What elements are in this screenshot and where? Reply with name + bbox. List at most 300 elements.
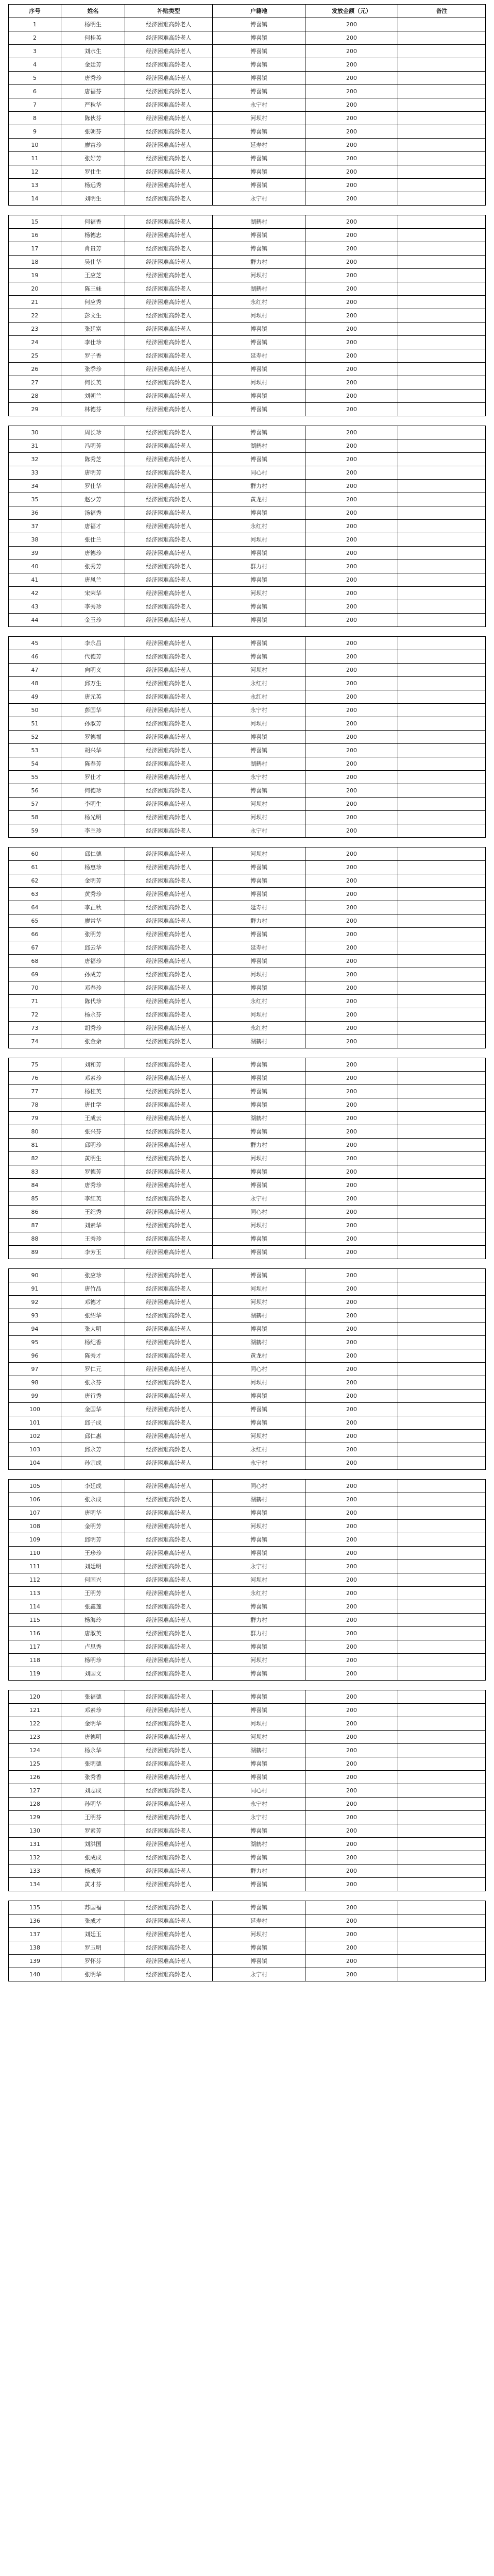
name-cell: 李仕珍 — [61, 336, 125, 349]
residence-cell: 河坝村 — [213, 1928, 305, 1941]
seq-cell: 1 — [9, 18, 61, 31]
seq-cell: 109 — [9, 1533, 61, 1547]
type-cell: 经济困难高龄老人 — [125, 1269, 213, 1282]
amount-cell: 200 — [305, 1219, 398, 1232]
amount-cell: 200 — [305, 1232, 398, 1246]
remark-cell — [398, 731, 486, 744]
remark-cell — [398, 1232, 486, 1246]
table-row — [9, 1493, 486, 1506]
seq-cell: 120 — [9, 1690, 61, 1704]
amount-cell: 200 — [305, 1731, 398, 1744]
residence-cell: 黄龙村 — [213, 493, 305, 506]
remark-cell — [398, 1640, 486, 1654]
seq-cell: 23 — [9, 323, 61, 336]
type-cell: 经济困难高龄老人 — [125, 1296, 213, 1309]
table-row — [9, 1323, 486, 1336]
name-cell: 何国兴 — [61, 1573, 125, 1587]
seq-cell: 107 — [9, 1506, 61, 1520]
residence-cell: 博喜镇 — [213, 573, 305, 587]
table-row — [9, 1955, 486, 1968]
seq-cell: 99 — [9, 1389, 61, 1403]
table-row — [9, 677, 486, 690]
name-cell: 周长珍 — [61, 426, 125, 439]
remark-cell — [398, 1811, 486, 1824]
table-row — [9, 650, 486, 664]
seq-cell: 104 — [9, 1456, 61, 1470]
seq-cell: 125 — [9, 1757, 61, 1771]
type-cell: 经济困难高龄老人 — [125, 811, 213, 824]
residence-cell: 博喜镇 — [213, 58, 305, 72]
remark-cell — [398, 1614, 486, 1627]
type-cell: 经济困难高龄老人 — [125, 614, 213, 627]
name-cell: 杨惠珍 — [61, 861, 125, 874]
type-cell: 经济困难高龄老人 — [125, 771, 213, 784]
name-cell: 苏国福 — [61, 1901, 125, 1914]
amount-cell: 200 — [305, 1928, 398, 1941]
type-cell: 经济困难高龄老人 — [125, 995, 213, 1008]
seq-cell: 3 — [9, 45, 61, 58]
seq-cell: 66 — [9, 928, 61, 941]
remark-cell — [398, 1192, 486, 1206]
type-cell: 经济困难高龄老人 — [125, 466, 213, 480]
amount-cell: 200 — [305, 58, 398, 72]
remark-cell — [398, 1296, 486, 1309]
remark-cell — [398, 1757, 486, 1771]
type-cell: 经济困难高龄老人 — [125, 1717, 213, 1731]
table-row — [9, 573, 486, 587]
amount-cell: 200 — [305, 1192, 398, 1206]
seq-cell: 111 — [9, 1560, 61, 1573]
amount-cell: 200 — [305, 309, 398, 323]
name-cell: 孙明华 — [61, 1798, 125, 1811]
seq-cell: 26 — [9, 363, 61, 376]
amount-cell: 200 — [305, 547, 398, 560]
type-cell: 经济困难高龄老人 — [125, 914, 213, 928]
amount-cell: 200 — [305, 1704, 398, 1717]
table-row — [9, 1269, 486, 1282]
amount-cell: 200 — [305, 466, 398, 480]
remark-cell — [398, 928, 486, 941]
seq-cell: 122 — [9, 1717, 61, 1731]
remark-cell — [398, 614, 486, 627]
residence-cell: 博喜镇 — [213, 1600, 305, 1614]
name-cell: 王明芳 — [61, 1587, 125, 1600]
column-header: 户籍地 — [213, 5, 305, 18]
remark-cell — [398, 1928, 486, 1941]
amount-cell: 200 — [305, 1600, 398, 1614]
type-cell: 经济困难高龄老人 — [125, 1282, 213, 1296]
seq-cell: 97 — [9, 1363, 61, 1376]
residence-cell: 博喜镇 — [213, 72, 305, 85]
amount-cell: 200 — [305, 1627, 398, 1640]
remark-cell — [398, 848, 486, 861]
seq-cell: 93 — [9, 1309, 61, 1323]
type-cell: 经济困难高龄老人 — [125, 1506, 213, 1520]
residence-cell: 博喜镇 — [213, 426, 305, 439]
type-cell: 经济困难高龄老人 — [125, 1112, 213, 1125]
name-cell: 代德芳 — [61, 650, 125, 664]
seq-cell: 16 — [9, 229, 61, 242]
table-row — [9, 426, 486, 439]
amount-cell: 200 — [305, 1443, 398, 1456]
seq-cell: 25 — [9, 349, 61, 363]
name-cell: 张绍华 — [61, 1309, 125, 1323]
name-cell: 张朝芬 — [61, 125, 125, 139]
name-cell: 肖贵芳 — [61, 242, 125, 256]
seq-cell: 62 — [9, 874, 61, 888]
amount-cell: 200 — [305, 1336, 398, 1349]
table-row — [9, 704, 486, 717]
residence-cell: 博喜镇 — [213, 784, 305, 798]
name-cell: 刘志成 — [61, 1784, 125, 1798]
seq-cell: 35 — [9, 493, 61, 506]
residence-cell: 湖鹤村 — [213, 439, 305, 453]
remark-cell — [398, 1323, 486, 1336]
table-row — [9, 533, 486, 547]
remark-cell — [398, 376, 486, 389]
remark-cell — [398, 165, 486, 179]
type-cell: 经济困难高龄老人 — [125, 363, 213, 376]
amount-cell: 200 — [305, 112, 398, 125]
name-cell: 唐淑英 — [61, 1627, 125, 1640]
name-cell: 彭文生 — [61, 309, 125, 323]
seq-cell: 31 — [9, 439, 61, 453]
table-row — [9, 1798, 486, 1811]
residence-cell: 博喜镇 — [213, 1690, 305, 1704]
seq-cell: 24 — [9, 336, 61, 349]
remark-cell — [398, 1376, 486, 1389]
amount-cell: 200 — [305, 744, 398, 757]
residence-cell: 河坝村 — [213, 1376, 305, 1389]
residence-cell: 博喜镇 — [213, 125, 305, 139]
name-cell: 杨成芳 — [61, 1865, 125, 1878]
type-cell: 经济困难高龄老人 — [125, 1349, 213, 1363]
table-row — [9, 72, 486, 85]
table-row — [9, 1757, 486, 1771]
remark-cell — [398, 349, 486, 363]
seq-cell: 46 — [9, 650, 61, 664]
name-cell: 张应珍 — [61, 1269, 125, 1282]
type-cell: 经济困难高龄老人 — [125, 1072, 213, 1085]
table-row — [9, 215, 486, 229]
residence-cell: 博喜镇 — [213, 744, 305, 757]
remark-cell — [398, 1246, 486, 1259]
seq-cell: 59 — [9, 824, 61, 838]
residence-cell: 博喜镇 — [213, 1165, 305, 1179]
table-row — [9, 1112, 486, 1125]
seq-cell: 28 — [9, 389, 61, 403]
table-row — [9, 1914, 486, 1928]
residence-cell: 河坝村 — [213, 1520, 305, 1533]
residence-cell: 河坝村 — [213, 848, 305, 861]
remark-cell — [398, 1112, 486, 1125]
seq-cell: 137 — [9, 1928, 61, 1941]
name-cell: 邓春珍 — [61, 981, 125, 995]
amount-cell: 200 — [305, 215, 398, 229]
remark-cell — [398, 861, 486, 874]
type-cell: 经济困难高龄老人 — [125, 165, 213, 179]
amount-cell: 200 — [305, 1901, 398, 1914]
remark-cell — [398, 811, 486, 824]
seq-cell: 96 — [9, 1349, 61, 1363]
seq-cell: 79 — [9, 1112, 61, 1125]
residence-cell: 博喜镇 — [213, 179, 305, 192]
seq-cell: 21 — [9, 296, 61, 309]
residence-cell: 博喜镇 — [213, 1269, 305, 1282]
table-row — [9, 229, 486, 242]
seq-cell: 13 — [9, 179, 61, 192]
remark-cell — [398, 1072, 486, 1085]
seq-cell: 29 — [9, 403, 61, 416]
seq-cell: 36 — [9, 506, 61, 520]
type-cell: 经济困难高龄老人 — [125, 560, 213, 573]
table-row — [9, 1690, 486, 1704]
table-row — [9, 798, 486, 811]
type-cell: 经济困难高龄老人 — [125, 1914, 213, 1928]
table-row — [9, 874, 486, 888]
amount-cell: 200 — [305, 1690, 398, 1704]
amount-cell: 200 — [305, 771, 398, 784]
table-row — [9, 1035, 486, 1048]
type-cell: 经济困难高龄老人 — [125, 493, 213, 506]
amount-cell: 200 — [305, 1533, 398, 1547]
type-cell: 经济困难高龄老人 — [125, 1416, 213, 1430]
name-cell: 唐行秀 — [61, 1389, 125, 1403]
table-row — [9, 18, 486, 31]
remark-cell — [398, 757, 486, 771]
amount-cell: 200 — [305, 256, 398, 269]
residence-cell: 博喜镇 — [213, 403, 305, 416]
remark-cell — [398, 587, 486, 600]
seq-cell: 108 — [9, 1520, 61, 1533]
amount-cell: 200 — [305, 1125, 398, 1139]
type-cell: 经济困难高龄老人 — [125, 336, 213, 349]
remark-cell — [398, 45, 486, 58]
residence-cell: 黄龙村 — [213, 1349, 305, 1363]
name-cell: 唐明芳 — [61, 466, 125, 480]
residence-cell: 延寿村 — [213, 1914, 305, 1928]
table-row — [9, 784, 486, 798]
amount-cell: 200 — [305, 1520, 398, 1533]
column-header: 补贴类型 — [125, 5, 213, 18]
residence-cell: 博喜镇 — [213, 1533, 305, 1547]
seq-cell: 113 — [9, 1587, 61, 1600]
residence-cell: 河坝村 — [213, 1654, 305, 1667]
type-cell: 经济困难高龄老人 — [125, 1008, 213, 1022]
table-row — [9, 45, 486, 58]
amount-cell: 200 — [305, 376, 398, 389]
amount-cell: 200 — [305, 798, 398, 811]
name-cell: 李正秋 — [61, 901, 125, 914]
seq-cell: 84 — [9, 1179, 61, 1192]
type-cell: 经济困难高龄老人 — [125, 349, 213, 363]
amount-cell: 200 — [305, 506, 398, 520]
name-cell: 杨明生 — [61, 18, 125, 31]
table-row — [9, 1573, 486, 1587]
seq-cell: 15 — [9, 215, 61, 229]
amount-cell: 200 — [305, 1717, 398, 1731]
table-row — [9, 282, 486, 296]
amount-cell: 200 — [305, 1955, 398, 1968]
residence-cell: 博喜镇 — [213, 1955, 305, 1968]
type-cell: 经济困难高龄老人 — [125, 677, 213, 690]
type-cell: 经济困难高龄老人 — [125, 1480, 213, 1493]
residence-cell: 永宁村 — [213, 1456, 305, 1470]
seq-cell: 88 — [9, 1232, 61, 1246]
type-cell: 经济困难高龄老人 — [125, 1654, 213, 1667]
name-cell: 陈代珍 — [61, 995, 125, 1008]
seq-cell: 14 — [9, 192, 61, 206]
type-cell: 经济困难高龄老人 — [125, 506, 213, 520]
residence-cell: 河坝村 — [213, 664, 305, 677]
table-row — [9, 1430, 486, 1443]
residence-cell: 博喜镇 — [213, 18, 305, 31]
residence-cell: 博喜镇 — [213, 1640, 305, 1654]
residence-cell: 湖鹤村 — [213, 1744, 305, 1757]
seq-cell: 131 — [9, 1838, 61, 1851]
seq-cell: 119 — [9, 1667, 61, 1681]
name-cell: 李廷成 — [61, 1480, 125, 1493]
residence-cell: 博喜镇 — [213, 242, 305, 256]
name-cell: 杨永芬 — [61, 1008, 125, 1022]
name-cell: 李芳玉 — [61, 1246, 125, 1259]
name-cell: 罗德芳 — [61, 1165, 125, 1179]
table-row — [9, 520, 486, 533]
residence-cell: 博喜镇 — [213, 336, 305, 349]
table-row — [9, 861, 486, 874]
residence-cell: 河坝村 — [213, 533, 305, 547]
amount-cell: 200 — [305, 1573, 398, 1587]
residence-cell: 永红村 — [213, 520, 305, 533]
seq-cell: 87 — [9, 1219, 61, 1232]
remark-cell — [398, 296, 486, 309]
type-cell: 经济困难高龄老人 — [125, 439, 213, 453]
residence-cell: 同心村 — [213, 466, 305, 480]
amount-cell: 200 — [305, 1008, 398, 1022]
amount-cell: 200 — [305, 824, 398, 838]
name-cell: 王成云 — [61, 1112, 125, 1125]
amount-cell: 200 — [305, 1058, 398, 1072]
type-cell: 经济困难高龄老人 — [125, 955, 213, 968]
name-cell: 张明华 — [61, 1968, 125, 1981]
seq-cell: 94 — [9, 1323, 61, 1336]
amount-cell: 200 — [305, 1914, 398, 1928]
table-row — [9, 480, 486, 493]
remark-cell — [398, 1667, 486, 1681]
type-cell: 经济困难高龄老人 — [125, 861, 213, 874]
remark-cell — [398, 690, 486, 704]
amount-cell: 200 — [305, 1152, 398, 1165]
remark-cell — [398, 1058, 486, 1072]
type-cell: 经济困难高龄老人 — [125, 1376, 213, 1389]
name-cell: 罗仕华 — [61, 480, 125, 493]
table-row — [9, 389, 486, 403]
residence-cell: 延寿村 — [213, 901, 305, 914]
type-cell: 经济困难高龄老人 — [125, 690, 213, 704]
amount-cell: 200 — [305, 1968, 398, 1981]
name-cell: 唐福芬 — [61, 85, 125, 98]
amount-cell: 200 — [305, 363, 398, 376]
roster-table-page-7 — [8, 1268, 486, 1470]
amount-cell: 200 — [305, 1269, 398, 1282]
residence-cell: 河坝村 — [213, 717, 305, 731]
seq-cell: 70 — [9, 981, 61, 995]
remark-cell — [398, 1731, 486, 1744]
type-cell: 经济困难高龄老人 — [125, 139, 213, 152]
table-row — [9, 269, 486, 282]
type-cell: 经济困难高龄老人 — [125, 1614, 213, 1627]
amount-cell: 200 — [305, 757, 398, 771]
type-cell: 经济困难高龄老人 — [125, 533, 213, 547]
remark-cell — [398, 704, 486, 717]
seq-cell: 11 — [9, 152, 61, 165]
type-cell: 经济困难高龄老人 — [125, 704, 213, 717]
remark-cell — [398, 256, 486, 269]
table-row — [9, 1704, 486, 1717]
residence-cell: 博喜镇 — [213, 1323, 305, 1336]
residence-cell: 永宁村 — [213, 1798, 305, 1811]
name-cell: 李兰珍 — [61, 824, 125, 838]
remark-cell — [398, 1480, 486, 1493]
amount-cell: 200 — [305, 717, 398, 731]
residence-cell: 博喜镇 — [213, 1403, 305, 1416]
seq-cell: 136 — [9, 1914, 61, 1928]
amount-cell: 200 — [305, 403, 398, 416]
seq-cell: 92 — [9, 1296, 61, 1309]
table-row — [9, 1811, 486, 1824]
remark-cell — [398, 1416, 486, 1430]
amount-cell: 200 — [305, 1851, 398, 1865]
remark-cell — [398, 1914, 486, 1928]
table-row — [9, 600, 486, 614]
name-cell: 王应芝 — [61, 269, 125, 282]
remark-cell — [398, 1309, 486, 1323]
residence-cell: 群力村 — [213, 1865, 305, 1878]
remark-cell — [398, 888, 486, 901]
remark-cell — [398, 403, 486, 416]
type-cell: 经济困难高龄老人 — [125, 1098, 213, 1112]
type-cell: 经济困难高龄老人 — [125, 269, 213, 282]
type-cell: 经济困难高龄老人 — [125, 744, 213, 757]
residence-cell: 延寿村 — [213, 139, 305, 152]
name-cell: 张金余 — [61, 1035, 125, 1048]
name-cell: 邱云华 — [61, 941, 125, 955]
seq-cell: 58 — [9, 811, 61, 824]
amount-cell: 200 — [305, 861, 398, 874]
name-cell: 唐元英 — [61, 690, 125, 704]
name-cell: 张明德 — [61, 1757, 125, 1771]
name-cell: 罗素芳 — [61, 1824, 125, 1838]
remark-cell — [398, 533, 486, 547]
name-cell: 金明华 — [61, 1717, 125, 1731]
amount-cell: 200 — [305, 480, 398, 493]
seq-cell: 112 — [9, 1573, 61, 1587]
table-row — [9, 560, 486, 573]
type-cell: 经济困难高龄老人 — [125, 72, 213, 85]
residence-cell: 博喜镇 — [213, 165, 305, 179]
table-row — [9, 1627, 486, 1640]
remark-cell — [398, 215, 486, 229]
seq-cell: 38 — [9, 533, 61, 547]
amount-cell: 200 — [305, 677, 398, 690]
residence-cell: 湖鹤村 — [213, 1112, 305, 1125]
type-cell: 经济困难高龄老人 — [125, 587, 213, 600]
name-cell: 刘素华 — [61, 1219, 125, 1232]
remark-cell — [398, 1098, 486, 1112]
table-header-row — [9, 5, 486, 18]
amount-cell: 200 — [305, 1506, 398, 1520]
amount-cell: 200 — [305, 1430, 398, 1443]
